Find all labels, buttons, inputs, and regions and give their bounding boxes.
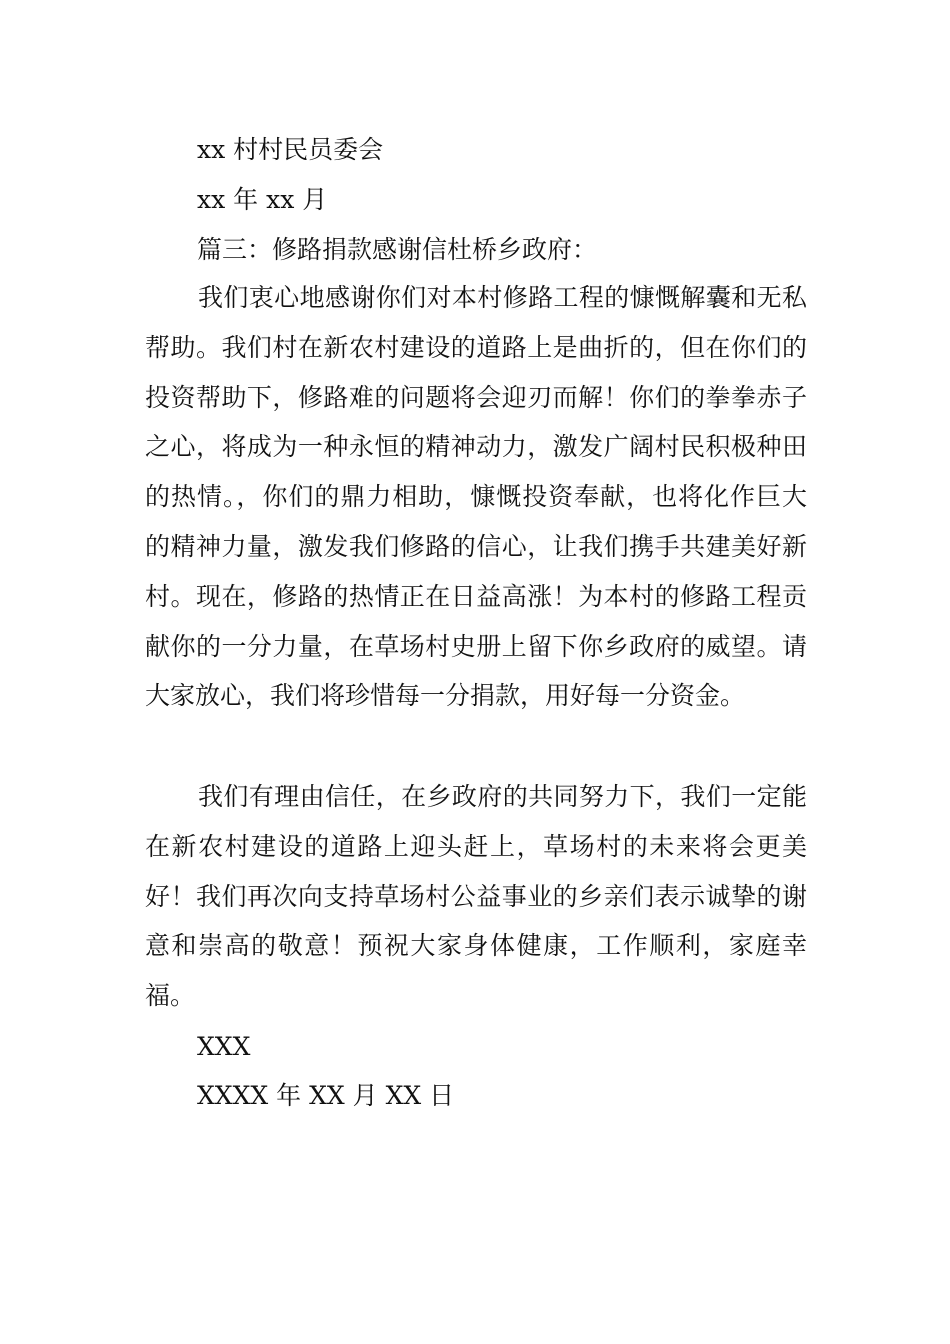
- letter-heading: 篇三：修路捐款感谢信杜桥乡政府：: [197, 235, 598, 264]
- signature: XXX: [197, 1032, 251, 1061]
- previous-letter-date: xx 年 xx 月: [197, 185, 328, 214]
- previous-letter-sender: xx 村村民员委会: [197, 135, 384, 164]
- signature-date: XXXX 年 XX 月 XX 日: [197, 1081, 455, 1110]
- letter-paragraph-2: 我们有理由信任，在乡政府的共同努力下，我们一定能在新农村建设的道路上迎头赶上，草场村的未来将会更美好！我们再次向支持草场村公益事业的乡亲们表示诚挚的谢意和崇高的敬意！预祝大家身体健康，工作顺利，家庭幸福。: [145, 782, 807, 1011]
- letter-paragraph-1: 我们衷心地感谢你们对本村修路工程的慷慨解囊和无私帮助。我们村在新农村建设的道路上是曲折的，但在你们的投资帮助下，修路难的问题将会迎刃而解！你们的拳拳赤子之心，将成为一种永恒的精神动力，激发广阔村民积极种田的热情。，你们的鼎力相助，慷慨投资奉献，也将化作巨大的精神力量，激发我们修路的信心，让我们携手共建美好新村。现在，修路的热情正在日益高涨！为本村的修路工程贡献你的一分力量，在草场村史册上留下你乡政府的威望。请大家放心，我们将珍惜每一分捐款，用好每一分资金。: [145, 283, 807, 711]
